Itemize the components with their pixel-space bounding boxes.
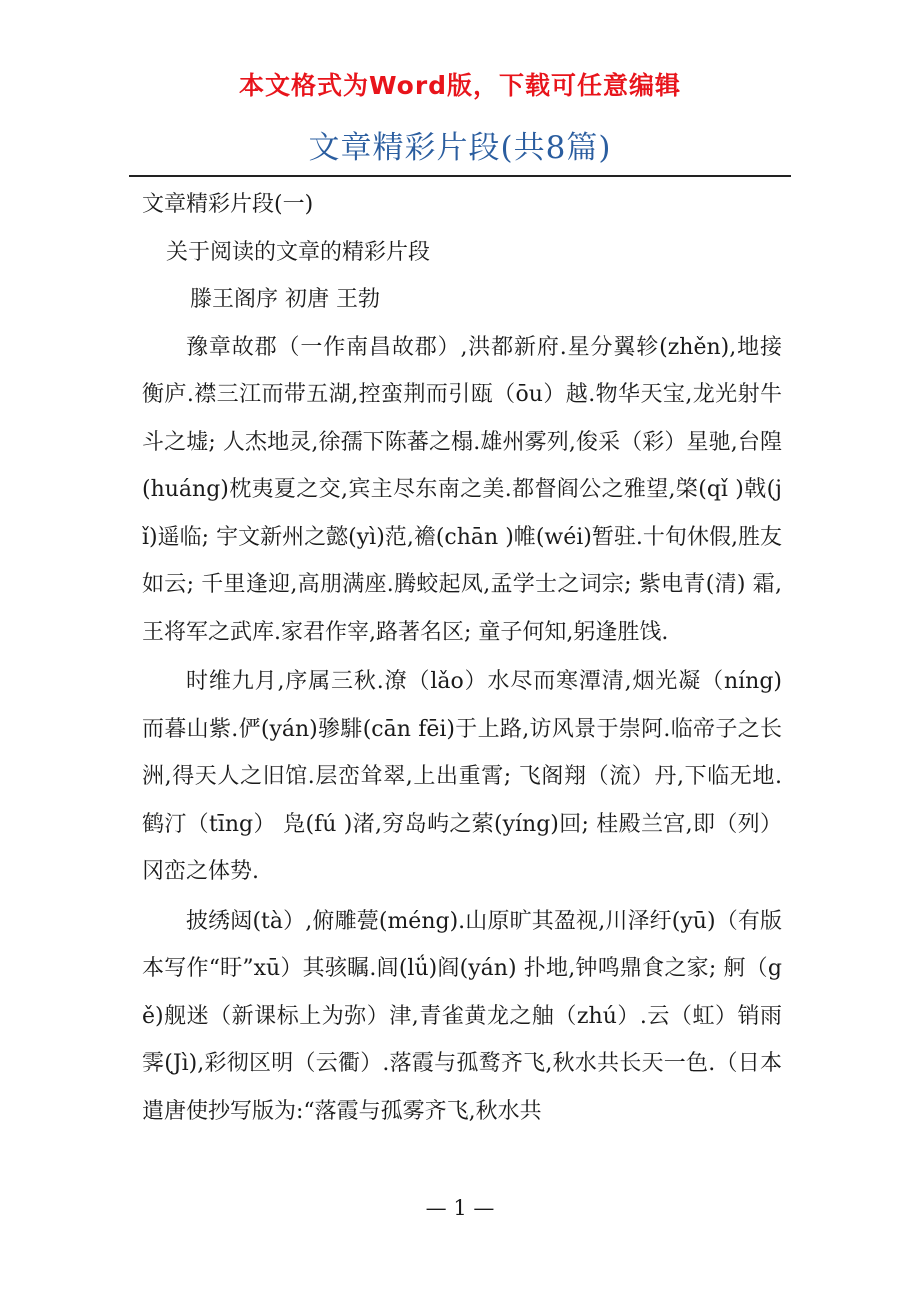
paragraph-3: 披绣闼(tà）,俯雕甍(méng).山原旷其盈视,川泽纡(yū)（有版本写作“盱”xū）其骇瞩.闾(lǘ)阎(yán) 扑地,钟鸣鼎食之家; 舸（gě)舰迷（新课标上为弥）津,青雀黄龙之舳（zhú）.云（虹）销雨霁(Jì),彩彻区明（云衢）.落霞与孤鹜齐飞,秋水共长天一色.（日本遣唐使抄写版为:“落霞与孤雾齐飞,秋水共: [142, 908, 782, 1124]
section-heading: 文章精彩片段(一): [142, 192, 314, 217]
paragraph-2: 时维九月,序属三秋.潦（lǎo）水尽而寒潭清,烟光凝（níng)而暮山紫.俨(yán)骖騑(cān fēi)于上路,访风景于崇阿.临帝子之长洲,得天人之旧馆.层峦耸翠,上出重霄; 飞阁翔（流）丹,下临无地.鹤汀（tīng） 凫(fú )渚,穷岛屿之萦(yíng)回; 桂殿兰宫,即（列）冈峦之体势.: [142, 669, 782, 884]
paragraph-1: 豫章故郡（一作南昌故郡）,洪都新府.星分翼轸(zhěn),地接衡庐.襟三江而带五湖,控蛮荆而引瓯（ōu）越.物华天宝,龙光射牛斗之墟; 人杰地灵,徐孺下陈蕃之榻.雄州雾列,俊采（彩）星驰,台隍(huáng)枕夷夏之交,宾主尽东南之美.都督阎公之雅望,棨(qǐ )戟(jǐ)遥临; 宇文新州之懿(yì)范,襜(chān )帷(wéi)暂驻.十旬休假,胜友如云; 千里逢迎,高朋满座.腾蛟起凤,孟学士之词宗; 紫电青(清) 霜,王将军之武库.家君作宰,路著名区; 童子何知,躬逢胜饯.: [142, 334, 782, 645]
author-line: 滕王阁序 初唐 王勃: [190, 287, 380, 312]
article-subheading: 关于阅读的文章的精彩片段: [166, 239, 431, 265]
page-number: — 1 —: [425, 1196, 495, 1220]
title-divider: [129, 175, 791, 177]
document-title: 文章精彩片段(共8篇): [308, 130, 612, 166]
format-banner: 本文格式为Word版，下载可任意编辑: [238, 71, 682, 100]
document-body: [142, 181, 782, 1135]
